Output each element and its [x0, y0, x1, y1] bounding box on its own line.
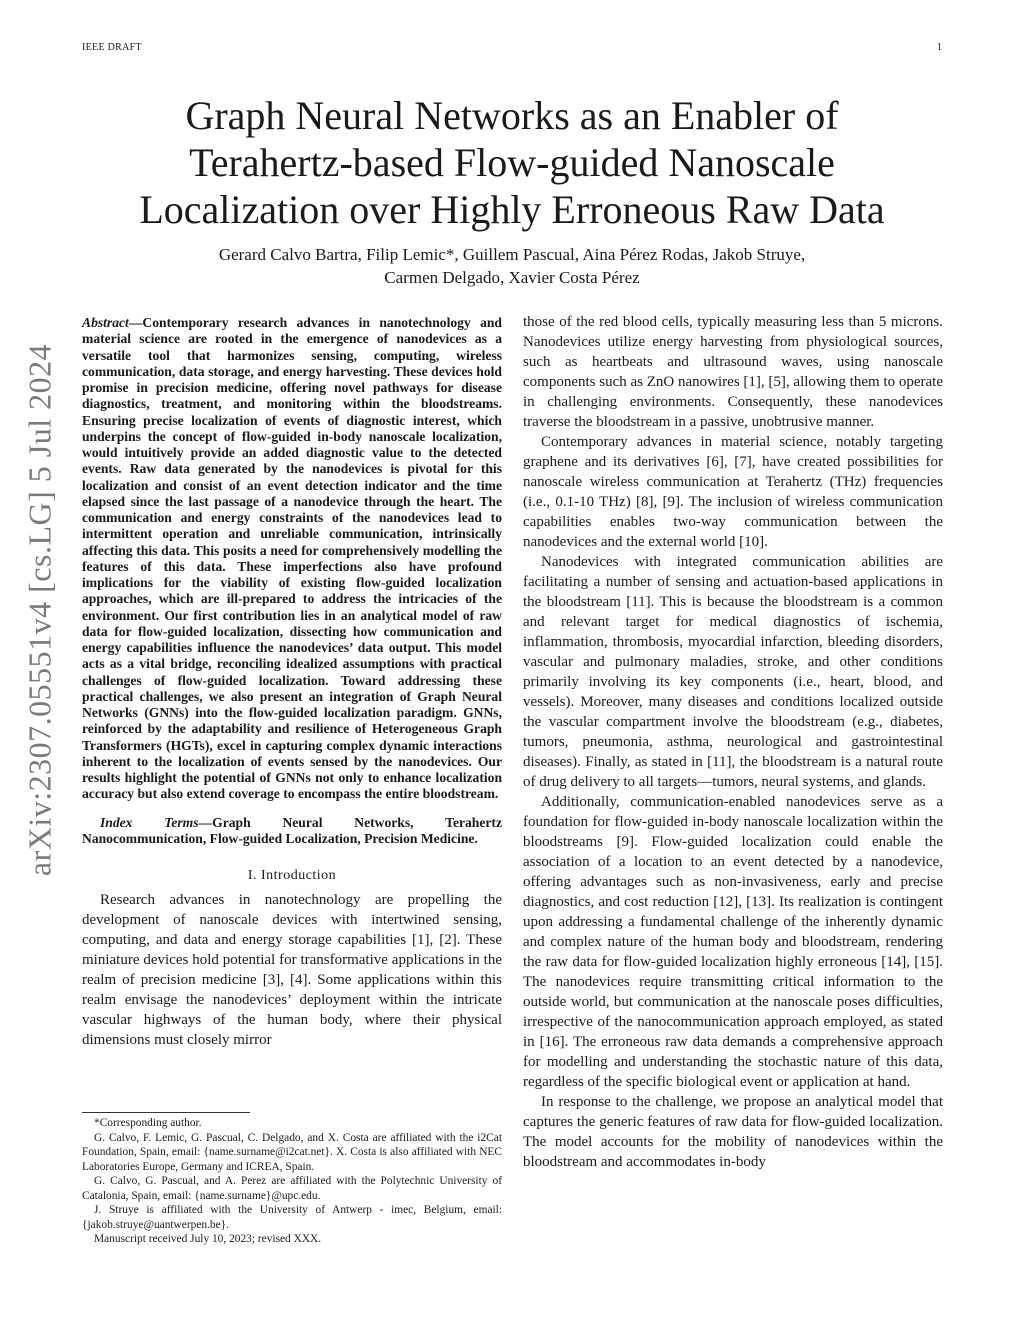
title-line: Graph Neural Networks as an Enabler of	[185, 93, 839, 138]
running-header: IEEE DRAFT	[82, 42, 142, 53]
footnotes	[82, 1116, 502, 1247]
section-heading: I. Introduction	[247, 867, 337, 883]
page-number: 1	[937, 42, 942, 53]
paragraph: those of the red blood cells, typically measuring less than 5 microns. Nanodevices utilize energy harvesting from physiological sources, such as heartbeats and ultrasound waves, using nanoscale components such as ZnO nanowires [1], [5], allowing them to operate in challenging environments. Consequently, these nanodevices traverse the bloodstream in a passive, unobtrusive manner.	[523, 314, 943, 430]
paragraph: In response to the challenge, we propose an analytical model that captures the generic features of raw data for flow-guided localization. The model accounts for the mobility of nanodevices within the bloodstream and accommodates in-body	[523, 1094, 943, 1170]
paragraph: Nanodevices with integrated communication abilities are facilitating a number of sensing and actuation-based applications in the bloodstream [11]. This is because the bloodstream is a common and relevant target for medical diagnostics of ischemia, inflammation, thrombosis, myocardial infarction, bleeding disorders, vascular and pulmonary maladies, stroke, and other conditions primarily involving its key components (i.e., heart, blood, and vessels). Moreover, many diseases and conditions localized outside the vascular compartment involve the bloodstream (e.g., diabetes, tumors, pneumonia, asthma, neurological and gastrointestinal diseases). Finally, as stated in [11], the bloodstream is a natural route of drug delivery to all targets—tumors, neural systems, and glands.	[523, 554, 943, 790]
author-list	[90, 243, 934, 289]
author-line: Gerard Calvo Bartra, Filip Lemic*, Guillem Pascual, Aina Pérez Rodas, Jakob Struye,	[218, 245, 806, 264]
index-terms-label: Index Terms	[100, 814, 199, 830]
paragraph: Research advances in nanotechnology are propelling the development of nanoscale devices with intertwined sensing, computing, and data and energy storage capabilities [1], [2]. These miniature devices hold potential for transformative applications in the realm of precision medicine [3], [4]. Some applications within this realm envisage the nanodevices’ deployment within the intricate vascular highways of the human body, where their physical dimensions must closely mirror	[82, 891, 502, 1048]
footnote: G. Calvo, G. Pascual, and A. Perez are affiliated with the Polytechnic University of Catalonia, Spain, email: {name.surname}@upc.edu.	[82, 1175, 502, 1202]
footnote: J. Struye is affiliated with the University of Antwerp - imec, Belgium, email: {jakob.struye@uantwerpen.be}.	[82, 1204, 502, 1231]
paper-title	[90, 92, 934, 233]
title-line: Terahertz-based Flow-guided Nanoscale	[189, 140, 835, 185]
abstract-label: Abstract	[82, 315, 129, 330]
index-terms	[82, 815, 502, 848]
title-line: Localization over Highly Erroneous Raw Data	[139, 187, 885, 232]
index-terms-text: —Graph Neural Networks, Terahertz Nanocommunication, Flow-guided Localization, Precision Medicine.	[82, 814, 502, 846]
abstract-text: —Contemporary research advances in nanotechnology and material science are rooted in the emergence of nanodevices as a versatile tool that harmonizes sensing, computing, wireless communication, data storage, and energy harvesting. These devices hold promise in precision medicine, offering novel pathways for disease diagnostics, treatment, and monitoring within the bloodstreams. Ensuring precise localization of events of diagnostic interest, which underpins the concept of flow-guided in-body nanoscale localization, would intuitively provide an added diagnostic value to the detected events. Raw data generated by the nanodevices is pivotal for this localization and consist of an event detection indicator and the time elapsed since the last passage of a nanodevice through the heart. The communication and energy constraints of the nanodevices lead to intermittent operation and unreliable communication, intrinsically affecting this data. This posits a need for comprehensively modelling the features of this data. These imperfections also have profound implications for the viability of existing flow-guided localization approaches, which are ill-prepared to address the intricacies of the environment. Our first contribution lies in an analytical model of raw data for flow-guided localization, dissecting how communication and energy capabilities influence the nanodevices’ data output. This model acts as a vital bridge, reconciling idealized assumptions with practical challenges of flow-guided localization. Toward addressing these practical challenges, we also present an integration of Graph Neural Networks (GNNs) into the flow-guided localization paradigm. GNNs, reinforced by the adaptability and resilience of Heterogeneous Graph Transformers (HGTs), excel in capturing complex dynamic interactions inherent to the localization of events sensed by the nanodevices. Our results highlight the potential of GNNs not only to enhance localization accuracy but also extend coverage to encompass the entire bloodstream.	[82, 315, 502, 802]
footnote: G. Calvo, F. Lemic, G. Pascual, C. Delgado, and X. Costa are affiliated with the i2Cat Foundation, Spain, email: {name.surname@i2cat.net}. X. Costa is also affiliated with NEC Laboratories Europe, Germany and ICREA, Spain.	[82, 1131, 502, 1173]
arxiv-identifier: arXiv:2307.05551v4 [cs.LG] 5 Jul 2024	[21, 343, 58, 877]
footnote: *Corresponding author.	[94, 1117, 202, 1129]
footnote-rule	[82, 1112, 250, 1113]
paragraph: Contemporary advances in material science, notably targeting graphene and its derivatives [6], [7], have created possibilities for nanoscale wireless communication at Terahertz (THz) frequencies (i.e., 0.1-10 THz) [8], [9]. The inclusion of wireless communication capabilities enables two-way communication between the nanodevices and the external world [10].	[523, 434, 943, 550]
abstract	[82, 315, 502, 803]
author-line: Carmen Delgado, Xavier Costa Pérez	[384, 268, 640, 287]
right-column	[523, 312, 943, 1172]
paragraph: Additionally, communication-enabled nanodevices serve as a foundation for flow-guided in-body nanoscale localization within the bloodstreams [9]. Flow-guided localization could enable the association of a location to an event detected by a nanodevice, offering advantages such as non-invasiveness, early and precise diagnostics, and cost reduction [12], [13]. Its realization is contingent upon addressing a fundamental challenge of the inherently dynamic and complex nature of the human body and bloodstream, rendering the raw data for flow-guided localization highly erroneous [14], [15]. The nanodevices require transmitting critical information to the outside world, but communication at the nanoscale poses difficulties, irrespective of the nanocommunication approach employed, as stated in [16]. The erroneous raw data demands a comprehensive approach for modelling and understanding the stochastic nature of this data, regardless of the specific biological event or application at hand.	[523, 794, 943, 1090]
left-column	[82, 315, 502, 1050]
footnote: Manuscript received July 10, 2023; revised XXX.	[94, 1233, 322, 1245]
